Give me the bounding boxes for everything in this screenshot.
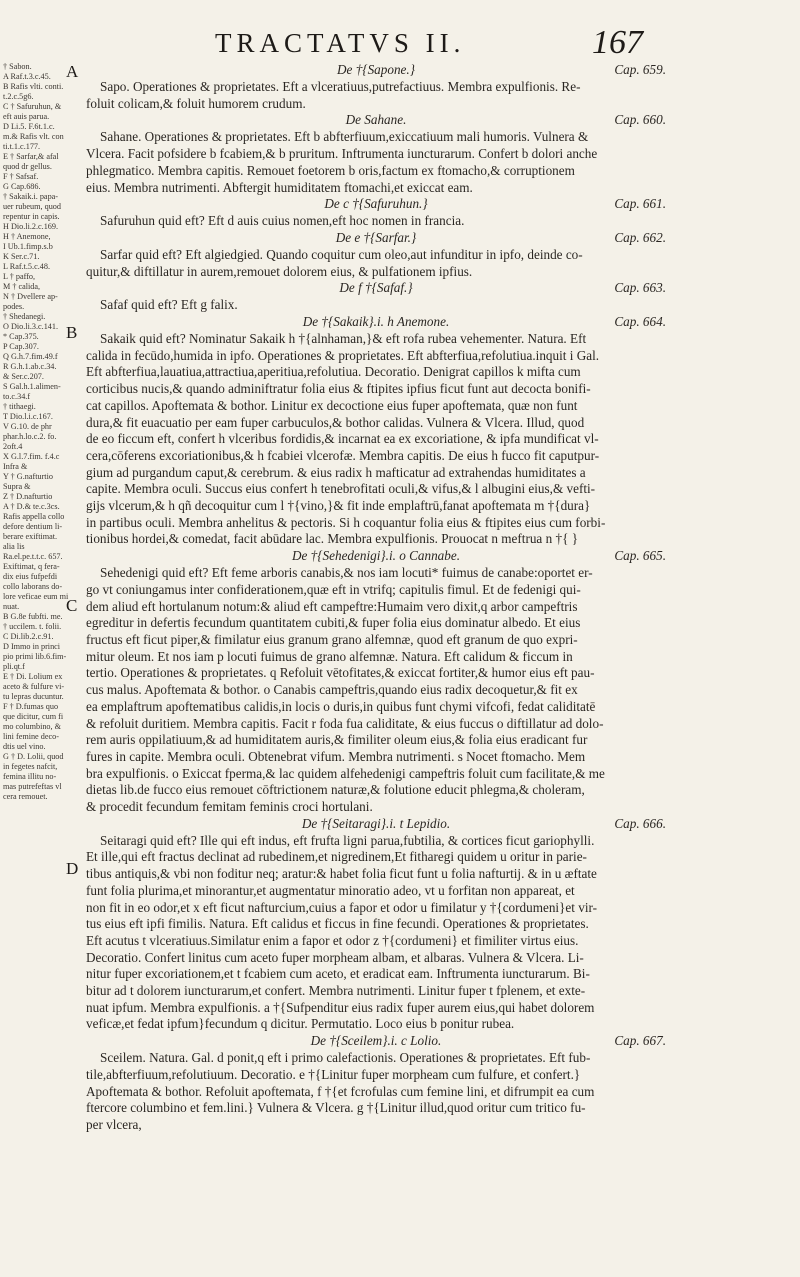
running-title: TRACTATVS II. — [215, 28, 466, 58]
chapter-heading — [86, 280, 666, 297]
chapter-heading — [86, 112, 666, 129]
text-line: rem auris oppilatiuum,& ad humiditatem auris,& fimiliter oleum eius,& folia eius eradicant fur — [86, 732, 588, 748]
margin-note: podes. — [3, 302, 25, 311]
margin-note: Infra & — [3, 462, 28, 471]
chapter-title: De †{Sakaik}.i. h Anemone. — [302, 314, 450, 330]
chapter-title: De †{Sceilem}.i. c Lolio. — [310, 1033, 442, 1049]
text-line: Sceilem. Natura. Gal. d ponit,q eft i primo calefactionis. Operationes & proprietates. Eft fub- — [100, 1050, 591, 1066]
text-line: calida in fecūdo,humida in ipfo. Operationes & proprietates. Eft abfterfiua,refolutiua.inquit i Gal. — [86, 347, 600, 363]
margin-note: dix eius fufpefdi — [3, 572, 58, 581]
text-line: bra expulfionis. o Exiccat fperma,& lac quidem alfehedenigi campeftris foluit cum facilitate,& me — [86, 765, 605, 781]
margin-note: lore veficae eum mi — [3, 592, 69, 601]
page-number: 167 — [592, 24, 643, 61]
chapter-entry — [86, 816, 666, 1033]
margin-note: B G.8e fubfti. me. — [3, 612, 63, 621]
text-line: eius. Membra nutrimenti. Abftergit humiditatem ftomachi,et exiccat eam. — [86, 179, 473, 195]
text-line: in partibus oculi. Membra anhelitus & pectoris. Si h coquantur folia eius & ftipites eius cum forbi- — [86, 514, 606, 530]
chapter-heading — [86, 548, 666, 565]
chapter-entry — [86, 1033, 666, 1134]
margin-note: lini femine deco- — [3, 732, 59, 741]
text-line: & refoluit duritiem. Membra capitis. Facit r foda fua caliditate, & eius fuccus o diftillatur ad dolo- — [86, 715, 604, 731]
margin-note: alia lis — [3, 542, 25, 551]
margin-note: mo columbino, & — [3, 722, 61, 731]
margin-note: eft auis parua. — [3, 112, 50, 121]
margin-note: N † Dvellere ap- — [3, 292, 58, 301]
chapter-title: De †{Seitaragi}.i. t Lepidio. — [301, 815, 451, 831]
text-line: fructus eft ficut piper,& fimilatur eius granum grano alfemnæ, quod eft granum de quo expri- — [86, 631, 578, 647]
margin-note: † Sabon. — [3, 62, 32, 71]
margin-note: O Dio.li.3.c.141. — [3, 322, 59, 331]
text-line: Safuruhun quid eft? Eft d auis cuius nomen,eft hoc nomen in francia. — [100, 213, 465, 229]
margin-note: D Immo in princi — [3, 642, 61, 651]
margin-note: † tithaegi. — [3, 402, 36, 411]
chapter-entry — [86, 112, 666, 196]
text-line: cat capillos. Apoftemata & bothor. Linitur ex decoctione eius fuper apoftemata, quæ non funt — [86, 397, 578, 413]
chapter-body — [86, 1050, 666, 1134]
margin-note: L † paffo, — [3, 272, 36, 281]
margin-note: quod dr gellus. — [3, 162, 52, 171]
chapter-number: Cap. 661. — [614, 196, 666, 212]
margin-note: R G.h.1.ab.c.34. — [3, 362, 57, 371]
margin-note: A † D.& te.c.3cs. — [3, 502, 60, 511]
margin-note: S Gal.h.1.alimen- — [3, 382, 61, 391]
margin-note: A Raf.t.3.c.45. — [3, 72, 51, 81]
margin-note: femina illitu no- — [3, 772, 57, 781]
chapter-number: Cap. 666. — [614, 815, 666, 831]
chapter-entry — [86, 196, 666, 230]
text-line: tionibus hordei,& comedat, facit abūdare lac. Membra expulfionis. Prouocat n meftrua n †{ } — [86, 531, 579, 547]
margin-note: X G.l.7.fim. f.4.c — [3, 452, 60, 461]
chapter-entry — [86, 62, 666, 112]
margin-note: E † Sarfar,& afal — [3, 152, 59, 161]
margin-note: Exiftimat, q fera- — [3, 562, 60, 571]
margin-note: L Raf.t.5.c.48. — [3, 262, 50, 271]
margin-note: cera remouet. — [3, 792, 48, 801]
margin-note: Q G.h.7.fim.49.f — [3, 352, 58, 361]
chapter-heading — [86, 196, 666, 213]
margin-note: † Sakaik.i. papa- — [3, 192, 59, 201]
chapter-title: De f †{Safaf.} — [339, 280, 413, 296]
margin-note: Y † G.nafturtio — [3, 472, 53, 481]
margin-note: K Ser.c.71. — [3, 252, 40, 261]
margin-note: ti.t.1.c.177. — [3, 142, 41, 151]
chapter-entry — [86, 314, 666, 548]
section-letter-b: B — [66, 323, 78, 342]
text-line: dura,& fit euacuatio per eam fuper carbuculos,& bothor calidas. Vulnera & Vlcera. Illud, quod — [86, 414, 585, 430]
text-line: Eft abfterfiua,lauatiua,attractiua,aperitiua,refolutiua. Decoratio. Denigrat capillos k mifta cum — [86, 364, 581, 380]
text-line: ea emplaftrum apoftematibus calidis,in locis o duris,in quibus funt chymi vifcofi, fedat caliditatē — [86, 698, 596, 714]
chapter-body — [86, 213, 666, 230]
text-line: Sarfar quid eft? Eft algiedgied. Quando coquitur cum oleo,aut infunditur in ipfo, deinde co- — [100, 246, 583, 262]
chapter-body — [86, 331, 666, 548]
chapter-heading — [86, 314, 666, 331]
margin-note: pli.qt.f — [3, 662, 25, 671]
text-line: Vlcera. Facit pofsidere b fcabiem,& b pruritum. Inftrumenta iuncturarum. Confert b dolori anche — [86, 146, 598, 162]
text-line: Sehedenigi quid eft? Eft feme arboris canabis,& nos iam locuti* fuimus de canabe:oportet er- — [100, 565, 593, 581]
text-line: fures in capite. Membra oculi. Obtenebrat vifum. Membra nutrimenti. s Nocet ftomacho. Mem — [86, 748, 586, 764]
margin-notes — [3, 62, 69, 822]
chapter-body — [86, 247, 666, 280]
margin-note: in fegetes nafcit, — [3, 762, 58, 771]
text-line: quitur,& diftillatur in aurem,remouet dolorem eius, & pulfationem ipfius. — [86, 263, 473, 279]
margin-note: † Shedanegi. — [3, 312, 46, 321]
chapter-entry — [86, 548, 666, 816]
margin-note: V G.10. de phr — [3, 422, 52, 431]
chapter-entry — [86, 230, 666, 280]
page-header — [0, 20, 800, 60]
margin-note: phar.h.lo.c.2. fo. — [3, 432, 57, 441]
text-line: go vt coniungamus inter confiderationem,quæ eft in vtrifq; capitulis fimul. Et de fedenigi qui- — [86, 581, 581, 597]
text-line: per vlcera, — [86, 1116, 142, 1132]
chapter-number: Cap. 663. — [614, 280, 666, 296]
text-line: Sahane. Operationes & proprietates. Eft b abfterfiuum,exiccatiuum mali humoris. Vulnera & — [100, 129, 589, 145]
margin-note: t.2.c.5g6. — [3, 92, 34, 101]
margin-note: G † D. Lolii, quod — [3, 752, 64, 761]
margin-note: que dicitur, cum fi — [3, 712, 64, 721]
text-line: & procedit fecundum femitam feminis croci hortulani. — [86, 799, 373, 815]
chapter-heading — [86, 816, 666, 833]
text-line: non fit in eo odor,et x eft ficut nafturcium,cuius a fapor et odor u fimilatur y †{cordumeni}et vir- — [86, 899, 598, 915]
margin-note: nuat. — [3, 602, 20, 611]
chapter-title: De Sahane. — [345, 112, 407, 128]
margin-note: D Li.5. F.6t.1.c. — [3, 122, 55, 131]
text-line: cus malus. Apoftemata & bothor. o Canabis campeftris,quando eius radix decoquetur,& fit ex — [86, 682, 578, 698]
margin-note: m.& Rafis vlt. con — [3, 132, 64, 141]
margin-note: M † calida, — [3, 282, 41, 291]
text-line: ftercore columbino et fem.lini.} Vulnera & Vlcera. g †{Linitur illud,quod oritur cum tritico fu- — [86, 1100, 586, 1116]
main-text-column — [86, 62, 666, 1212]
text-line: mitur oleum. Et nos iam p locuti fuimus de grano alfemnæ. Natura. Eft calidum & ficcum in — [86, 648, 573, 664]
text-line: tus eius eft ipfi fimilis. Natura. Eft calidus et ficcus in fine fecundi. Operationes & proprietates. — [86, 916, 589, 932]
chapter-number: Cap. 665. — [614, 548, 666, 564]
margin-note: F † D.fumas quo — [3, 702, 59, 711]
chapter-body — [86, 833, 666, 1033]
text-line: dem aliud eft hortulanum notum:& aliud eft campeftre:Humaim vero dixit,q arbor campeftris — [86, 598, 578, 614]
margin-note: 2oft.4 — [3, 442, 23, 451]
margin-note: P Cap.307. — [3, 342, 39, 351]
margin-note: B Rafis vlti. conti. — [3, 82, 64, 91]
text-line: nitur fuper excoriationem,et t fcabiem cum aceto, et eradicat eam. Inftrumenta iuncturarum. Bi- — [86, 966, 590, 982]
margin-note: pio primi lib.6.fim- — [3, 652, 67, 661]
margin-note: H Dio.li.2.c.169. — [3, 222, 59, 231]
text-line: veficæ,et fedat ipfum}fecundum q dicitur. Permutatio. Loco eius b ponitur rubea. — [86, 1016, 515, 1032]
margin-note: berare exiftimat. — [3, 532, 58, 541]
text-line: egreditur in defertis fecundum quantitatem cubiti,& fuper folia eius dominatur albedo. Et eius — [86, 615, 581, 631]
margin-note: * Cap.375. — [3, 332, 39, 341]
margin-note: H † Anemone, — [3, 232, 51, 241]
text-line: Apoftemata & bothor. Refoluit apoftemata, f †{et fcrofulas cum femine lini, et difrumpit ea cum — [86, 1083, 595, 1099]
margin-note: F † Safsaf. — [3, 172, 39, 181]
margin-note: & Ser.c.207. — [3, 372, 44, 381]
text-line: bitur ad t dolorem iuncturarum,et confert. Membra nutrimenti. Linitur fuper t fplenem, et exte- — [86, 983, 586, 999]
chapter-heading — [86, 1033, 666, 1050]
chapter-body — [86, 297, 666, 314]
section-letter-c: C — [66, 596, 78, 615]
text-line: tertio. Operationes & proprietates. q Refoluit vētofitates,& exiccat fortiter,& humor eius eft pau- — [86, 665, 595, 681]
chapter-heading — [86, 62, 666, 79]
margin-note: E † Di. Lolium ex — [3, 672, 63, 681]
chapter-number: Cap. 664. — [614, 314, 666, 330]
text-line: capite. Membra oculi. Succus eius confert h tenebrofitati oculi,& vifus,& l albugini eius,& vefti- — [86, 481, 596, 497]
margin-note: Rafis appella collo — [3, 512, 65, 521]
margin-note: G Cap.686. — [3, 182, 41, 191]
margin-note: I Ub.1.fimp.s.b — [3, 242, 53, 251]
margin-note: to.c.34.f — [3, 392, 31, 401]
chapter-number: Cap. 662. — [614, 229, 666, 245]
margin-note: Ra.el.pe.t.t.c. 657. — [3, 552, 63, 561]
text-line: Sapo. Operationes & proprietates. Eft a vlceratiuus,putrefactiuus. Membra expulfionis. Re- — [100, 79, 581, 94]
chapter-heading — [86, 230, 666, 247]
margin-note: repentur in capis. — [3, 212, 60, 221]
text-line: Seitaragi quid eft? Ille qui eft indus, eft frufta ligni parua,fubtilia, & cortices ficut gariophylli. — [100, 832, 595, 848]
text-line: Sakaik quid eft? Nominatur Sakaik h †{alnhaman,}& eft rofa rubea vehementer. Natura. Eft — [100, 331, 587, 347]
margin-note: tu lepras ducuntur. — [3, 692, 64, 701]
section-letter-a: A — [66, 62, 79, 81]
chapter-body — [86, 129, 666, 196]
chapter-number: Cap. 660. — [614, 112, 666, 128]
text-line: gium ad purgandum caput,& cerebrum. & eius radix h mafticatur ad extrahendas humiditates a — [86, 464, 586, 480]
margin-note: T Dio.l.i.c.167. — [3, 412, 53, 421]
chapter-title: De c †{Safuruhun.} — [324, 196, 428, 212]
text-line: foluit colicam,& foluit humorem crudum. — [86, 95, 306, 111]
text-line: tile,abfterfiuum,refolutiuum. Decoratio. e †{Linitur fuper morpheam cum fulfure, et confert.} — [86, 1066, 581, 1082]
chapter-entry — [86, 280, 666, 314]
chapter-body — [86, 79, 666, 112]
margin-note: Supra & — [3, 482, 31, 491]
text-line: cera,cōferens excoriationibus,& h fcabiei vlcerofæ. Membra capitis. De eius h fucco fit caputpur- — [86, 447, 600, 463]
text-line: tibus antiquis,& vbi non foditur neq; aratur:& habet folia ficut funt u folia nafturtij. & in u æftate — [86, 866, 597, 882]
margin-note: mas putrefeftas vl — [3, 782, 62, 791]
text-line: de eo ficcum eft, confert h vlceribus fordidis,& incarnat ea ex excoriatione, & ipfa mundificat vl- — [86, 431, 599, 447]
chapter-title: De e †{Sarfar.} — [335, 229, 417, 245]
text-line: gijs vlcerum,& h qñ decoquitur cum l †{vino,}& fit inde emplaftrū,fanat apoftemata m †{dura} — [86, 498, 591, 514]
margin-note: Z † D.nafturtio — [3, 492, 53, 501]
text-line: funt folia plurima,et minorantur,et augmentatur minoratio adeo, vt u forfitan non appareat, et — [86, 882, 575, 898]
margin-note: aceto & fulfure vi- — [3, 682, 65, 691]
text-line: Eft acutus t vlceratiuus.Similatur enim a fapor et odor z †{cordumeni} et fimiliter virtus eius. — [86, 932, 579, 948]
chapter-body — [86, 565, 666, 816]
text-line: dietas lib.de fucco eius remouet cōftrictionem naturæ,& folutione educit phlegma,& choleram, — [86, 782, 585, 798]
text-line: Safaf quid eft? Eft g falix. — [100, 297, 238, 313]
chapter-title: De †{Sehedenigi}.i. o Cannabe. — [291, 548, 461, 564]
margin-note: C Di.lib.2.c.91. — [3, 632, 54, 641]
text-line: phlegmatico. Membra capitis. Remouet foetorem b oris,factum ex ftomacho,& corruptionem — [86, 162, 575, 178]
text-line: Decoratio. Confert linitus cum aceto fuper morpheam albam, et albaras. Vulnera & Vlcera. Li- — [86, 949, 584, 965]
chapter-number: Cap. 659. — [614, 62, 666, 77]
chapter-title: De †{Sapone.} — [337, 62, 415, 77]
text-line: Et ille,qui eft fractus declinat ad rubedinem,et nigredinem,Et fitharegi quidem u oritur in parie- — [86, 849, 587, 865]
text-line: corticibus nucis,& quando adminiftratur folia eius & ftipites ipfius ficut funt aut decocta bonifi- — [86, 381, 591, 397]
margin-note: uer rubeum, quod — [3, 202, 61, 211]
margin-note: dtis uel vino. — [3, 742, 46, 751]
margin-note: C † Safuruhun, & — [3, 102, 62, 111]
chapter-number: Cap. 667. — [614, 1033, 666, 1049]
margin-note: † uccilem. t. folii. — [3, 622, 62, 631]
section-letter-d: D — [66, 859, 79, 878]
margin-note: collo laborans do- — [3, 582, 63, 591]
margin-note: defore dentium li- — [3, 522, 63, 531]
text-line: nuat ipfum. Membra expulfionis. a †{Sufpenditur eius radix fuper aurem eius,qui habet dolorem — [86, 999, 595, 1015]
